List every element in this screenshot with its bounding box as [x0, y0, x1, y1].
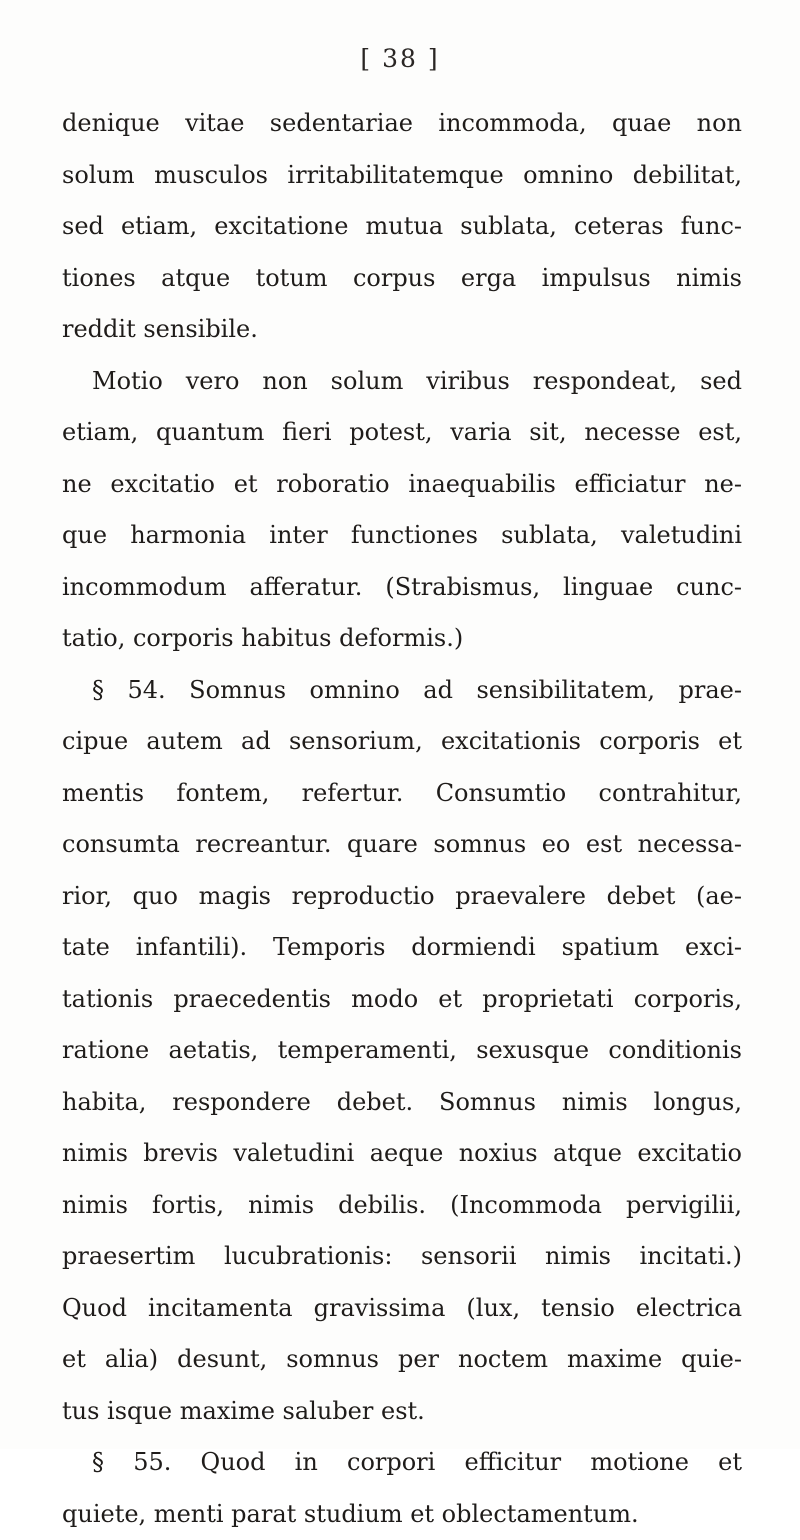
text-line: cipue autem ad sensorium, excitationis corporis et — [62, 716, 742, 768]
text-line: tate infantili). Temporis dormiendi spatium exci- — [62, 922, 742, 974]
text-line: ratione aetatis, temperamenti, sexusque conditionis — [62, 1025, 742, 1077]
text-line: incommodum afferatur. (Strabismus, linguae cunc- — [62, 562, 742, 614]
text-line: et alia) desunt, somnus per noctem maxime quie- — [62, 1334, 742, 1386]
text-line: quiete, menti parat studium et oblectamentum. — [62, 1489, 742, 1540]
text-line: nimis brevis valetudini aeque noxius atque excitatio — [62, 1128, 742, 1180]
section-heading-line: § 55. Quod in corpori efficitur motione et — [62, 1437, 742, 1489]
text-line: mentis fontem, refertur. Consumtio contrahitur, — [62, 768, 742, 820]
text-line: tationis praecedentis modo et proprietati corporis, — [62, 974, 742, 1026]
text-line: nimis fortis, nimis debilis. (Incommoda pervigilii, — [62, 1180, 742, 1232]
text-line: que harmonia inter functiones sublata, valetudini — [62, 510, 742, 562]
text-line: rior, quo magis reproductio praevalere debet (ae- — [62, 871, 742, 923]
text-line: denique vitae sedentariae incommoda, quae non — [62, 98, 742, 150]
text-line: ne excitatio et roboratio inaequabilis efficiatur ne- — [62, 459, 742, 511]
text-line: Quod incitamenta gravissima (lux, tensio electrica — [62, 1283, 742, 1335]
text-line: Motio vero non solum viribus respondeat, sed — [62, 356, 742, 408]
text-line: tus isque maxime saluber est. — [62, 1386, 742, 1438]
text-line: reddit sensibile. — [62, 304, 742, 356]
text-line: etiam, quantum fieri potest, varia sit, necesse est, — [62, 407, 742, 459]
page-number: [ 38 ] — [0, 44, 800, 73]
text-line: habita, respondere debet. Somnus nimis longus, — [62, 1077, 742, 1129]
text-line: sed etiam, excitatione mutua sublata, ceteras func- — [62, 201, 742, 253]
section-heading-line: § 54. Somnus omnino ad sensibilitatem, prae- — [62, 665, 742, 717]
text-line: praesertim lucubrationis: sensorii nimis incitati.) — [62, 1231, 742, 1283]
text-line: tatio, corporis habitus deformis.) — [62, 613, 742, 665]
text-line: solum musculos irritabilitatemque omnino debilitat, — [62, 150, 742, 202]
body-text — [62, 98, 742, 1540]
text-line: consumta recreantur. quare somnus eo est necessa- — [62, 819, 742, 871]
text-line: tiones atque totum corpus erga impulsus nimis — [62, 253, 742, 305]
